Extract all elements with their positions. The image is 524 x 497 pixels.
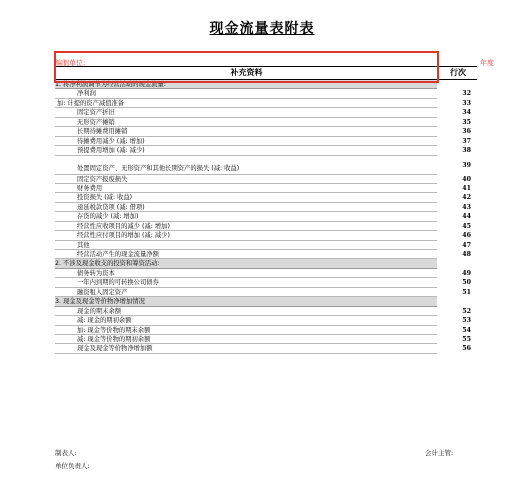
footer-supervisor: 会计主管:: [425, 449, 454, 457]
row-label: 3. 现金及现金等价物净增加情况: [55, 297, 437, 306]
section-row: [55, 297, 477, 306]
table-row: [55, 137, 477, 146]
section-row: [55, 259, 477, 268]
report-title: 现金流量表附表: [209, 21, 315, 37]
row-label: 固定资产报废损失: [55, 175, 437, 184]
supplement-table: [55, 66, 477, 354]
table-row: [55, 184, 477, 193]
header-item: 补充资料: [55, 67, 439, 79]
table-row: [55, 146, 477, 155]
header-line-no: 行次: [450, 68, 466, 77]
table-row: [55, 316, 477, 325]
table-row: [55, 89, 477, 98]
row-line-no: 46: [462, 232, 471, 240]
table-row: [55, 241, 477, 250]
table-row: [55, 278, 477, 287]
row-label: 长期待摊费用摊销: [55, 127, 437, 136]
table-row: [55, 108, 477, 117]
section-row: [55, 80, 477, 89]
row-line-no: 48: [462, 251, 471, 258]
table-row: [55, 335, 477, 344]
row-label: 其他: [55, 241, 437, 250]
row-label: 债务转为资本: [55, 269, 437, 278]
row-line-no: 36: [462, 128, 471, 136]
row-line-no: 32: [462, 90, 471, 98]
row-line-no: 47: [462, 241, 471, 249]
row-line-no: 51: [462, 288, 471, 296]
row-label: 处置固定资产、无形资产和其他长期资产的损失 (减: 收益): [55, 156, 437, 175]
row-label: 固定资产折旧: [55, 108, 437, 117]
row-label: 加: 现金等价物的期末余额: [55, 326, 437, 335]
table-row: [55, 118, 477, 127]
table-row: [55, 193, 477, 202]
table-row: [55, 307, 477, 316]
row-label: 递延税款贷项 (减: 借项): [55, 203, 437, 212]
row-line-no: 33: [462, 99, 471, 107]
row-line-no: 42: [462, 194, 471, 202]
table-row: [55, 344, 477, 353]
table-row: [55, 99, 477, 108]
row-line-no: 52: [462, 307, 471, 315]
row-line-no: 43: [462, 203, 471, 211]
table-row: [55, 175, 477, 184]
footer-preparer: 制表人:: [55, 449, 77, 457]
row-label: 1. 将净利润调节为经营活动的现金流量:: [55, 80, 437, 89]
row-label: 净利润: [55, 89, 437, 98]
row-line-no: 35: [462, 118, 471, 126]
row-label: 无形资产摊销: [55, 118, 437, 127]
row-line-no: 40: [462, 175, 471, 183]
year-label: 年度: [480, 59, 494, 67]
row-line-no: 39: [462, 161, 471, 169]
table-row: [55, 326, 477, 335]
row-label: 预提费用增加 (减: 减少): [55, 146, 437, 155]
row-label: 一年内到期的可转换公司债券: [55, 278, 437, 287]
row-line-no: 50: [462, 279, 471, 287]
row-line-no: 34: [462, 109, 471, 117]
table-header: [55, 66, 477, 80]
table-row: [55, 222, 477, 231]
row-label: 待摊费用减少 (减: 增加): [55, 137, 437, 146]
row-label: 经营活动产生的现金流量净额: [55, 250, 437, 259]
row-line-no: 41: [462, 184, 471, 192]
row-label: 投资损失 (减: 收益): [55, 193, 437, 202]
table-row: [55, 231, 477, 240]
row-label: 减: 现金的期初余额: [55, 316, 437, 325]
table-row: [55, 212, 477, 221]
row-line-no: 53: [462, 317, 471, 325]
row-line-no: 37: [462, 137, 471, 145]
row-label: 减: 现金等价物的期初余额: [55, 335, 437, 344]
row-label: 现金的期末余额: [55, 307, 437, 316]
table-row: [55, 288, 477, 297]
unit-label: 编制单位:: [55, 59, 86, 67]
row-line-no: 38: [462, 147, 471, 155]
row-line-no: 54: [462, 326, 471, 334]
row-label: 存货的减少 (减: 增加): [55, 212, 437, 221]
row-label: 经营性应付项目的增加 (减: 减少): [55, 231, 437, 240]
table-row: [55, 250, 477, 259]
row-line-no: 56: [462, 345, 471, 353]
row-line-no: 49: [462, 269, 471, 277]
table-row: [55, 127, 477, 136]
row-line-no: 45: [462, 222, 471, 230]
table-row: [55, 156, 477, 175]
row-label: 财务费用: [55, 184, 437, 193]
row-label: 2. 不涉及现金收支的投资和筹资活动:: [55, 259, 437, 268]
table-row: [55, 203, 477, 212]
row-line-no: 55: [462, 335, 471, 343]
table-body: [55, 80, 477, 354]
table-row: [55, 269, 477, 278]
row-label: 融资租入固定资产: [55, 288, 437, 297]
row-line-no: 44: [462, 213, 471, 221]
row-label: 经营性应收项目的减少 (减: 增加): [55, 222, 437, 231]
row-label: 现金及现金等价物净增加额: [55, 344, 437, 353]
row-label: 加: 计提的资产减值准备: [55, 99, 437, 108]
footer-head: 单位负责人:: [55, 462, 90, 470]
